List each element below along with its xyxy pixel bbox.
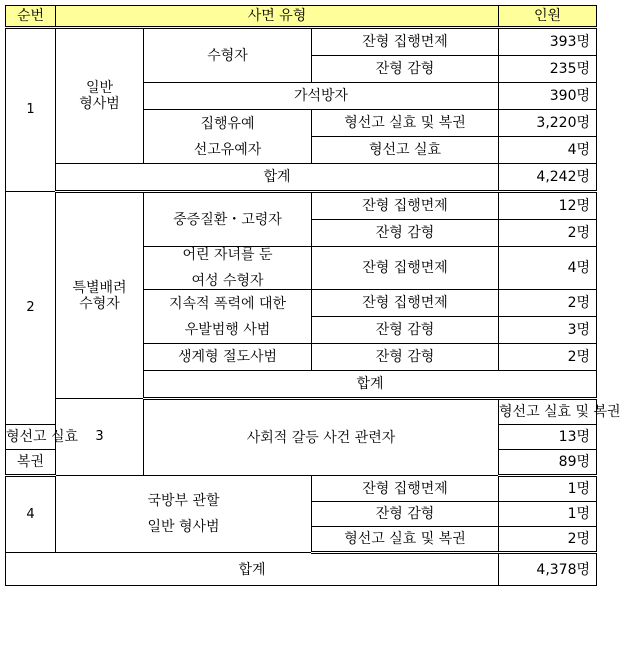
sub-type-cell: 형선고 실효 [6,425,56,450]
sub-type-cell: 잔형 집행면제 [312,290,499,317]
count-cell: 1명 [499,476,597,502]
sub-type-cell: 잔형 감형 [312,502,499,527]
category-line: 수형자 [79,295,120,312]
group-label-line: 우발범행 사범 [184,321,271,338]
grand-total-row [6,553,597,586]
group-label: 중증질환・고령자 [144,192,312,247]
count-cell: 89명 [499,450,597,476]
table-row [6,476,597,502]
sub-type-cell: 잔형 집행면제 [312,28,499,56]
group-label [144,110,312,164]
grand-total-count: 4,378명 [499,553,597,586]
subtotal-label: 합계 [56,164,499,192]
table-row [6,399,597,425]
header-seq: 순번 [6,6,56,28]
sub-type-cell: 형선고 실효 및 복권 [312,110,499,137]
sub-type-cell: 형선고 실효 [312,137,499,164]
sub-type-cell: 형선고 실효 및 복권 [499,399,597,425]
category-line: 일반 형사범 [147,519,220,535]
header-row [6,6,597,28]
sub-type-cell: 잔형 집행면제 [312,476,499,502]
section-3-category: 사회적 갈등 사건 관련자 [144,399,499,476]
subtotal-count: 4,242명 [499,164,597,192]
category-line: 특별배려 [72,279,127,296]
header-type: 사면 유형 [56,6,499,28]
group-label-line: 어린 자녀를 둔 [182,247,273,263]
count-cell: 393명 [499,28,597,56]
sub-type-cell: 잔형 감형 [312,317,499,344]
sub-type-cell: 잔형 감형 [312,344,499,371]
group-label: 수형자 [144,28,312,83]
header-count: 인원 [499,6,597,28]
subtotal-row [6,164,597,192]
sub-type-cell: 복권 [6,450,56,476]
grand-total-label: 합계 [6,553,499,586]
pardon-statistics-table [5,5,621,586]
sub-type-cell: 잔형 집행면제 [312,247,499,290]
group-label-line: 집행유예 [200,115,255,132]
section-3-seq: 3 [56,399,144,476]
table-row [6,192,597,220]
group-label [144,290,312,344]
table-row [6,28,597,56]
count-cell: 390명 [499,83,597,110]
group-label [144,247,312,290]
category-line: 국방부 관할 [147,493,220,509]
section-4-category [56,476,312,553]
count-cell: 2명 [499,527,597,553]
group-label-line: 지속적 폭력에 대한 [168,295,287,312]
count-cell: 12명 [499,192,597,220]
count-cell: 4명 [499,137,597,164]
count-cell: 235명 [499,56,597,83]
count-cell: 2명 [499,290,597,317]
sub-type-cell: 잔형 감형 [312,220,499,247]
group-label-line: 여성 수형자 [191,273,264,289]
count-cell: 3명 [499,317,597,344]
count-cell: 1명 [499,502,597,527]
category-line: 일반 [85,80,114,96]
section-4-seq: 4 [6,476,56,553]
count-cell: 13명 [499,425,597,450]
count-cell: 4명 [499,247,597,290]
sub-type-cell: 잔형 감형 [312,56,499,83]
section-1-seq: 1 [6,28,56,192]
section-2-category [56,192,144,399]
group-label: 가석방자 [144,83,499,110]
category-line: 형사범 [79,96,120,112]
subtotal-label: 합계 [144,371,597,399]
section-1-category [56,28,144,164]
group-label: 생계형 절도사범 [144,344,312,371]
section-2-seq: 2 [6,192,56,425]
sub-type-cell: 잔형 집행면제 [312,192,499,220]
count-cell: 2명 [499,344,597,371]
count-cell: 3,220명 [499,110,597,137]
group-label-line: 선고유예자 [193,141,262,158]
count-cell: 2명 [499,220,597,247]
sub-type-cell: 형선고 실효 및 복권 [312,527,499,553]
